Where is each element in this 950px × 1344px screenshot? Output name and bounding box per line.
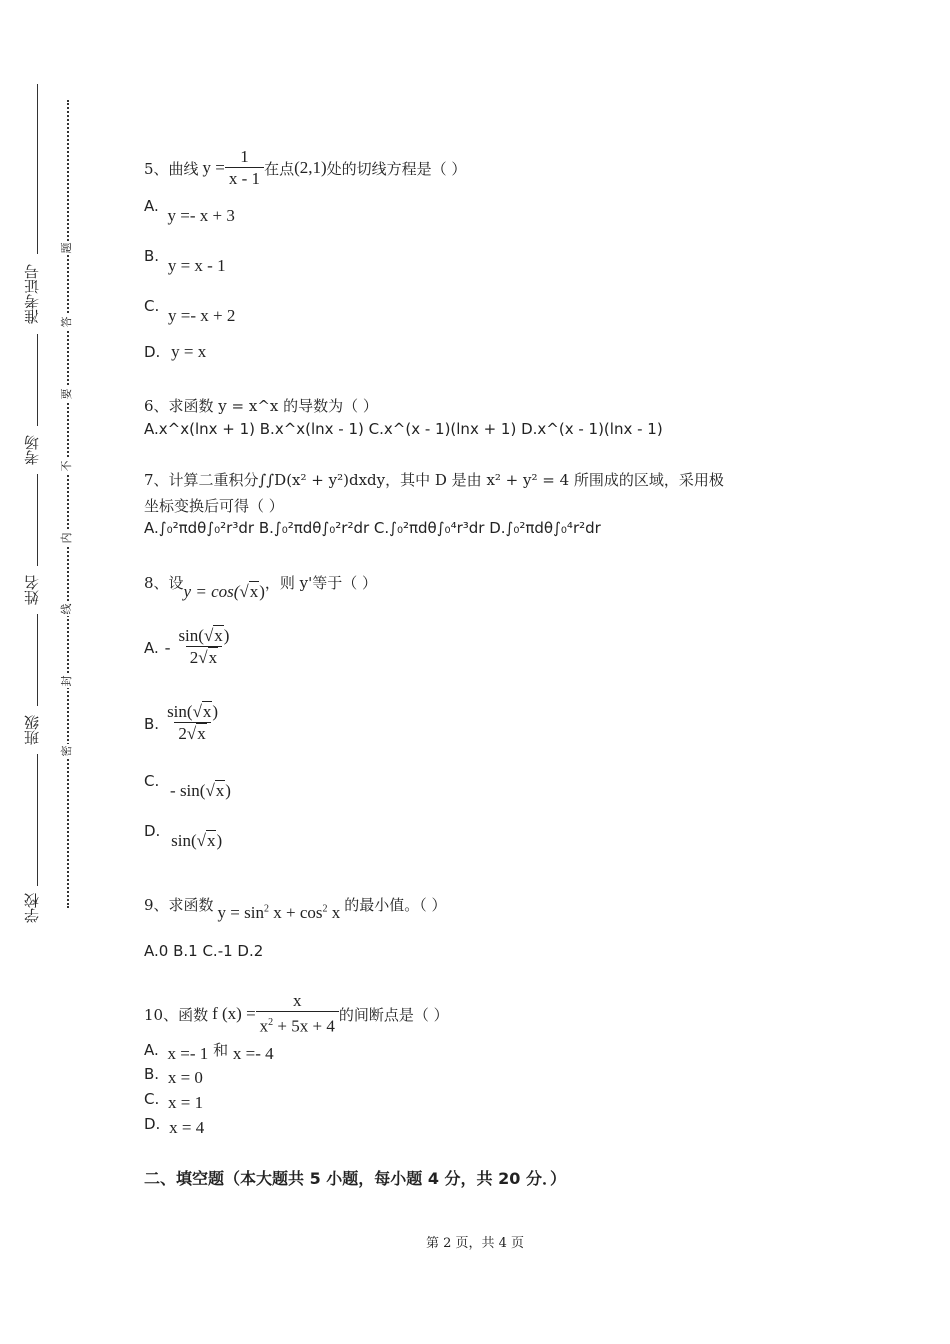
binding-line — [37, 614, 38, 706]
question-10-stem: 10、函数 f (x) = $\frac{x}{x^2 + 5x + 4}$ 的间断点是（ ） — [144, 990, 449, 1036]
seal-char: 不 — [60, 459, 76, 473]
q8-option-c[interactable]: C. - sin(√x) — [144, 772, 231, 800]
seal-char: 封 — [60, 674, 76, 688]
binding-line — [37, 334, 38, 426]
q10-fraction: $\frac{x}{x^2 + 5x + 4}$ — [256, 991, 339, 1038]
seal-char: 线 — [60, 602, 76, 616]
binding-label-exam-room: 考场 — [23, 435, 41, 465]
q5-option-b[interactable]: B. y = x - 1 — [144, 247, 226, 275]
page-footer: 第 2 页，共 4 页 — [425, 1236, 525, 1251]
q10-option-a[interactable]: A. x =- 1 和 x =- 4 — [144, 1041, 274, 1063]
q5-option-a[interactable]: A. y =- x + 3 — [144, 197, 235, 225]
q9-expression: $y = \sin^2 x + \cos^2 x$ — [217, 903, 341, 922]
seal-char: 内 — [60, 531, 76, 545]
binding-line — [37, 84, 38, 254]
seal-char: 密 — [60, 744, 76, 758]
binding-label-exam-number: 准考证号 — [23, 264, 41, 324]
seal-dotted-line — [67, 100, 69, 908]
q8-option-b[interactable]: B. $\frac{\sin(√x)}{2√x}$ — [144, 702, 219, 743]
question-9-options[interactable]: A.0 B.1 C.-1 D.2 — [144, 942, 264, 960]
q10-option-b[interactable]: B. x = 0 — [144, 1065, 203, 1087]
q5-fraction: $\frac{1}{x - 1}$ — [225, 147, 264, 190]
q5-option-c[interactable]: C. y =- x + 2 — [144, 297, 236, 325]
seal-char: 答 — [60, 315, 76, 329]
question-7-stem-line2: 坐标变换后可得（ ） — [144, 497, 284, 515]
q8-option-d[interactable]: D. sin(√x) — [144, 822, 223, 850]
seal-char: 要 — [60, 387, 76, 401]
q10-option-d[interactable]: D. x = 4 — [144, 1115, 205, 1137]
q5-option-d[interactable]: D. y = x — [144, 342, 207, 361]
question-9-stem: 9、求函数 $y = \sin^2 x + \cos^2 x$ 的最小值。（ ） — [144, 896, 447, 922]
question-7-stem-line1: 7、计算二重积分∫∫D(x² + y²)dxdy，其中 D 是由 x² + y² = 4 所围成的区域，采用极 — [144, 471, 724, 489]
q10-option-c[interactable]: C. x = 1 — [144, 1090, 204, 1112]
question-6-stem: 6、求函数 y = x^x 的导数为（ ） — [144, 397, 378, 415]
binding-line — [37, 754, 38, 886]
binding-line — [37, 474, 38, 566]
binding-label-class: 班级 — [23, 715, 41, 745]
q8-expression: y = cos(√x) — [183, 582, 265, 601]
question-7-options[interactable]: A.∫₀²πdθ∫₀²r³dr B.∫₀²πdθ∫₀²r²dr C.∫₀²πdθ∫₀⁴r³dr D.∫₀²πdθ∫₀⁴r²dr — [144, 519, 601, 537]
question-8-stem: 8、设 y = cos(√x) ，则 y'等于（ ） — [144, 574, 378, 601]
question-6-options[interactable]: A.x^x(lnx + 1) B.x^x(lnx - 1) C.x^(x - 1)(lnx + 1) D.x^(x - 1)(lnx - 1) — [144, 420, 663, 438]
binding-label-name: 姓名 — [23, 575, 41, 605]
binding-label-school: 学校 — [23, 893, 41, 923]
q8-option-a[interactable]: A. - $\frac{\sin(√x)}{2√x}$ — [144, 626, 230, 667]
question-5-stem: 5、曲线 y = $\frac{1}{x - 1}$ 在点 (2,1) 处的切线方程是（ ） — [144, 146, 467, 188]
section-2-heading: 二、填空题（本大题共 5 小题，每小题 4 分，共 20 分．） — [144, 1169, 566, 1188]
seal-char: 题 — [60, 241, 76, 255]
